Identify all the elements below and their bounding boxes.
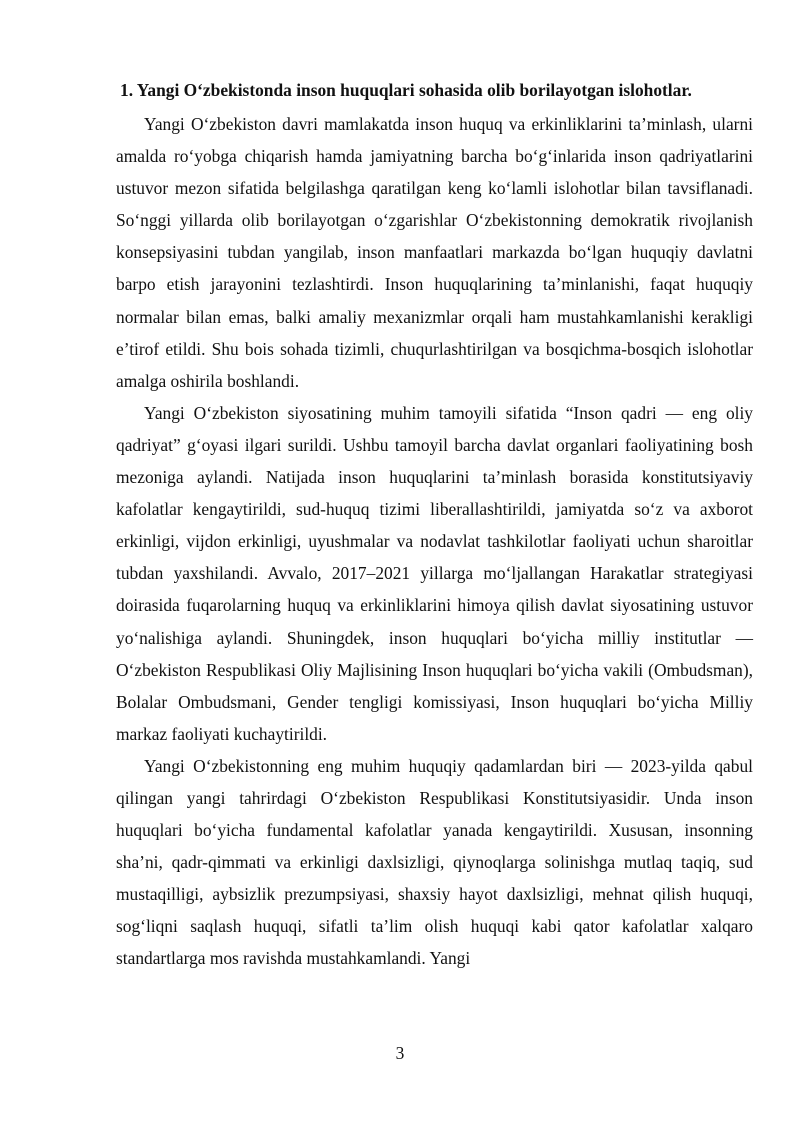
paragraph-1: Yangi O‘zbekiston davri mamlakatda inson huquq va erkinliklarini ta’minlash, ularni amalda ro‘yobga chiqarish hamda jamiyatning barcha bo‘g‘inlarida inson qadriyatlarini ustuvor mezon sifatida belgilashga qaratilgan keng ko‘lamli islohotlar bilan tavsiflanadi. So‘nggi yillarda olib borilayotgan o‘zgarishlar O‘zbekistonning demokratik rivojlanish konsepsiyasini tubdan yangilab, inson manfaatlari markazda bo‘lgan huquqiy davlatni barpo etish jarayonini tezlashtirdi. Inson huquqlarining ta’minlanishi, faqat huquqiy normalar bilan emas, balki amaliy mexanizmlar orqali ham mustahkamlanishi kerakligi e’tirof etildi. Shu bois sohada tizimli, chuqurlashtirilgan va bosqichma-bosqich islohotlar amalga oshirila boshlandi. <box>116 114 753 391</box>
section-heading: 1. Yangi O‘zbekistonda inson huquqlari sohasida olib borilayotgan islohotlar. <box>120 80 692 100</box>
page-number: 3 <box>395 1043 405 1063</box>
paragraph-3: Yangi O‘zbekistonning eng muhim huquqiy qadamlardan biri — 2023-yilda qabul qilingan yangi tahrirdagi O‘zbekiston Respublikasi Konstitutsiyasidir. Unda inson huquqlari bo‘yicha fundamental kafolatlar yanada kengaytirildi. Xususan, insonning sha’ni, qadr-qimmati va erkinligi daxlsizligi, qiynoqlarga solinishga mutlaq taqiq, sud mustaqilligi, aybsizlik prezumpsiyasi, shaxsiy hayot daxlsizligi, mehnat qilish huquqi, sog‘liqni saqlash huquqi, sifatli ta’lim olish huquqi kabi qator kafolatlar xalqaro standartlarga mos ravishda mustahkamlandi. Yangi <box>116 755 753 969</box>
page-content <box>116 77 753 975</box>
paragraph-2: Yangi O‘zbekiston siyosatining muhim tamoyili sifatida “Inson qadri — eng oliy qadriyat” g‘oyasi ilgari surildi. Ushbu tamoyil barcha davlat organlari faoliyatining bosh mezoniga aylandi. Natijada inson huquqlarini ta’minlash borasida konstitutsiyaviy kafolatlar kengaytirildi, sud-huquq tizimi liberallashtirildi, jamiyatda so‘z va axborot erkinligi, vijdon erkinligi, uyushmalar va nodavlat tashkilotlar faoliyati uchun sharoitlar tubdan yaxshilandi. Avvalo, 2017–2021 yillarga mo‘ljallangan Harakatlar strategiyasi doirasida fuqarolarning huquq va erkinliklarini himoya qilish davlat siyosatining ustuvor yo‘nalishiga aylandi. Shuningdek, inson huquqlari bo‘yicha milliy institutlar — O‘zbekiston Respublikasi Oliy Majlisining Inson huquqlari bo‘yicha vakili (Ombudsman), Bolalar Ombudsmani, Gender tengligi komissiyasi, Inson huquqlari bo‘yicha Milliy markaz faoliyati kuchaytirildi. <box>116 402 753 744</box>
